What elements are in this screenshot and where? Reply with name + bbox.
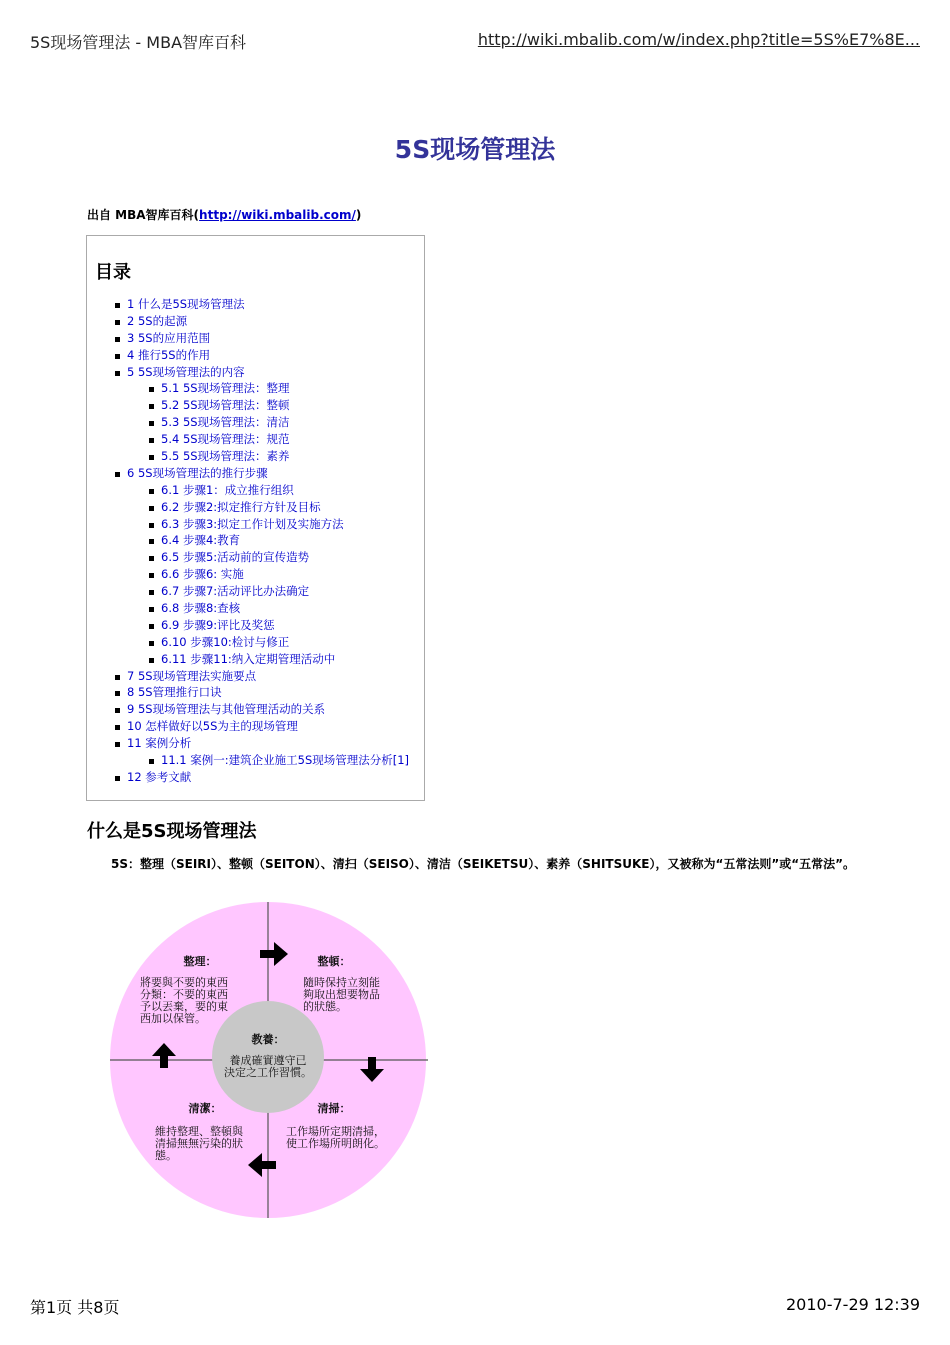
bullet-icon (115, 354, 120, 359)
toc-item[interactable] (87, 397, 409, 414)
source-suffix: ) (355, 208, 362, 222)
toc-item-label[interactable]: 6.7 步骤7:活动评比办法确定 (161, 584, 310, 599)
toc-item-label[interactable]: 2 5S的起源 (127, 313, 188, 328)
toc-list (87, 296, 409, 786)
toc-item-label[interactable]: 10 怎样做好以5S为主的现场管理 (127, 719, 298, 734)
toc-item[interactable] (87, 668, 409, 685)
toc-item-label[interactable]: 6.4 步骤4:教育 (161, 533, 241, 548)
bullet-icon (149, 590, 154, 595)
toc-item-label[interactable]: 6.5 步骤5:活动前的宣传造势 (161, 550, 310, 565)
toc-item-label[interactable]: 5.5 5S现场管理法：素养 (161, 449, 290, 464)
toc-item[interactable] (87, 364, 409, 381)
toc-item-label[interactable]: 5.2 5S现场管理法：整顿 (161, 398, 290, 413)
toc-item-label[interactable]: 12 参考文献 (127, 769, 192, 784)
bullet-icon (149, 624, 154, 629)
quadrant-top-left-head: 整理： (183, 955, 217, 968)
toc-item-label[interactable]: 6.6 步骤6: 实施 (161, 567, 244, 582)
bullet-icon (149, 455, 154, 460)
quadrant-top-right-line: 的狀態。 (303, 1000, 347, 1013)
toc-item[interactable] (87, 769, 409, 786)
toc-item[interactable] (87, 600, 409, 617)
quadrant-bottom-left-head: 清潔： (188, 1102, 222, 1115)
toc-item-label[interactable]: 6.2 步骤2:拟定推行方针及目标 (161, 499, 321, 514)
toc-item-label[interactable]: 7 5S现场管理法实施要点 (127, 668, 257, 683)
toc-item-label[interactable]: 5.1 5S现场管理法：整理 (161, 381, 290, 396)
bullet-icon (115, 303, 120, 308)
source-link[interactable]: http://wiki.mbalib.com/ (199, 208, 356, 222)
print-header-title: 5S现场管理法 - MBA智库百科 (30, 33, 247, 52)
toc-item-label[interactable]: 6.10 步骤10:检讨与修正 (161, 634, 290, 649)
toc-item-label[interactable]: 11 案例分析 (127, 736, 192, 751)
bullet-icon (149, 404, 154, 409)
bullet-icon (115, 708, 120, 713)
toc-item-label[interactable]: 5.4 5S现场管理法：规范 (161, 432, 290, 447)
print-header-url[interactable]: http://wiki.mbalib.com/w/index.php?title=5S%E7%8E... (477, 30, 920, 49)
toc-item-label[interactable]: 8 5S管理推行口诀 (127, 685, 222, 700)
quadrant-bottom-left-line: 清掃無無污染的狀 (155, 1137, 243, 1150)
toc-item[interactable] (87, 617, 409, 634)
toc-item-label[interactable]: 5 5S现场管理法的内容 (127, 364, 245, 379)
bullet-icon (149, 759, 154, 764)
toc-item[interactable] (87, 296, 409, 313)
toc-item[interactable] (87, 718, 409, 735)
quadrant-bottom-left-line: 維持整理、整頓與 (155, 1125, 243, 1138)
toc-item[interactable] (87, 380, 409, 397)
bullet-icon (149, 387, 154, 392)
toc-item-label[interactable]: 11.1 案例一:建筑企业施工5S现场管理法分析[1] (161, 753, 410, 768)
bullet-icon (149, 421, 154, 426)
bullet-icon (115, 691, 120, 696)
toc-item-label[interactable]: 6.1 步骤1：成立推行组织 (161, 482, 294, 497)
table-of-contents (86, 235, 425, 801)
toc-item[interactable] (87, 330, 409, 347)
toc-item[interactable] (87, 347, 409, 364)
quadrant-top-right-line: 隨時保持立刻能 (303, 976, 380, 989)
section-paragraph: 5S：整理（SEIRI）、整顿（SEITON）、清扫（SEISO）、清洁（SEIKETSU）、素养（SHITSUKE），又被称为“五常法则”或“五常法”。 (111, 857, 856, 871)
quadrant-center-head: 教養： (251, 1033, 285, 1046)
quadrant-top-right-line: 夠取出想要物品 (303, 988, 380, 1001)
bullet-icon (149, 489, 154, 494)
toc-item[interactable] (87, 313, 409, 330)
bullet-icon (115, 472, 120, 477)
bullet-icon (149, 556, 154, 561)
toc-item[interactable] (87, 482, 409, 499)
bullet-icon (149, 641, 154, 646)
toc-item-label[interactable]: 4 推行5S的作用 (127, 347, 211, 362)
bullet-icon (149, 506, 154, 511)
toc-item[interactable] (87, 431, 409, 448)
toc-item[interactable] (87, 549, 409, 566)
toc-item-label[interactable]: 1 什么是5S现场管理法 (127, 297, 245, 311)
source-prefix: 出自 MBA智库百科( (87, 208, 200, 222)
quadrant-top-left-line: 西加以保管。 (140, 1012, 206, 1025)
quadrant-top-left-line: 將要與不要的東西 (140, 976, 228, 989)
toc-item[interactable] (87, 516, 409, 533)
toc-item[interactable] (87, 634, 409, 651)
toc-item-label[interactable]: 6 5S现场管理法的推行步骤 (127, 465, 268, 480)
toc-item[interactable] (87, 532, 409, 549)
bullet-icon (115, 675, 120, 680)
bullet-icon (115, 742, 120, 747)
source-line (87, 206, 361, 223)
bullet-icon (149, 573, 154, 578)
quadrant-top-left-line: 予以丟棄，要的東 (140, 1000, 228, 1013)
toc-item[interactable] (87, 414, 409, 431)
5s-cycle-diagram (108, 900, 432, 1220)
quadrant-top-left-line: 分類：不要的東西 (140, 988, 228, 1001)
bullet-icon (115, 320, 120, 325)
bullet-icon (149, 523, 154, 528)
quadrant-center-line: 決定之工作習慣。 (224, 1066, 312, 1079)
quadrant-bottom-right-line: 使工作場所明朗化。 (286, 1137, 385, 1150)
bullet-icon (115, 725, 120, 730)
bullet-icon (149, 658, 154, 663)
quadrant-bottom-left-line: 態。 (155, 1149, 177, 1162)
quadrant-top-right-head: 整頓： (317, 955, 351, 968)
toc-item-label[interactable]: 6.8 步骤8:查核 (161, 601, 241, 616)
toc-item[interactable] (87, 651, 409, 668)
bullet-icon (149, 607, 154, 612)
toc-item[interactable] (87, 752, 409, 769)
toc-item-label[interactable]: 6.11 步骤11:纳入定期管理活动中 (161, 651, 336, 666)
bullet-icon (149, 438, 154, 443)
toc-item-label[interactable]: 5.3 5S现场管理法：清洁 (161, 415, 290, 430)
toc-item-label[interactable]: 9 5S现场管理法与其他管理活动的关系 (127, 702, 326, 717)
toc-item[interactable] (87, 499, 409, 516)
toc-title: 目录 (95, 262, 131, 283)
quadrant-center-line: 養成確實遵守已 (229, 1054, 307, 1067)
quadrant-bottom-right-head: 清掃： (317, 1102, 351, 1115)
print-footer-timestamp: 2010-7-29 12:39 (786, 1295, 920, 1314)
section-heading: 什么是5S现场管理法 (87, 821, 257, 842)
toc-item[interactable] (87, 735, 409, 752)
toc-item-label[interactable]: 3 5S的应用范围 (127, 330, 211, 345)
toc-item[interactable] (87, 465, 409, 482)
toc-item-label[interactable]: 6.9 步骤9:评比及奖惩 (161, 617, 275, 632)
print-footer-page: 第1页 共8页 (30, 1298, 120, 1317)
toc-item[interactable] (87, 448, 409, 465)
page-title: 5S现场管理法 (394, 135, 556, 164)
bullet-icon (115, 776, 120, 781)
toc-item[interactable] (87, 701, 409, 718)
bullet-icon (115, 337, 120, 342)
toc-item[interactable] (87, 583, 409, 600)
toc-item[interactable] (87, 566, 409, 583)
toc-item-label[interactable]: 6.3 步骤3:拟定工作计划及实施方法 (161, 516, 344, 531)
bullet-icon (115, 371, 120, 376)
bullet-icon (149, 539, 154, 544)
quadrant-bottom-right-line: 工作場所定期清掃， (286, 1125, 385, 1138)
toc-item[interactable] (87, 684, 409, 701)
